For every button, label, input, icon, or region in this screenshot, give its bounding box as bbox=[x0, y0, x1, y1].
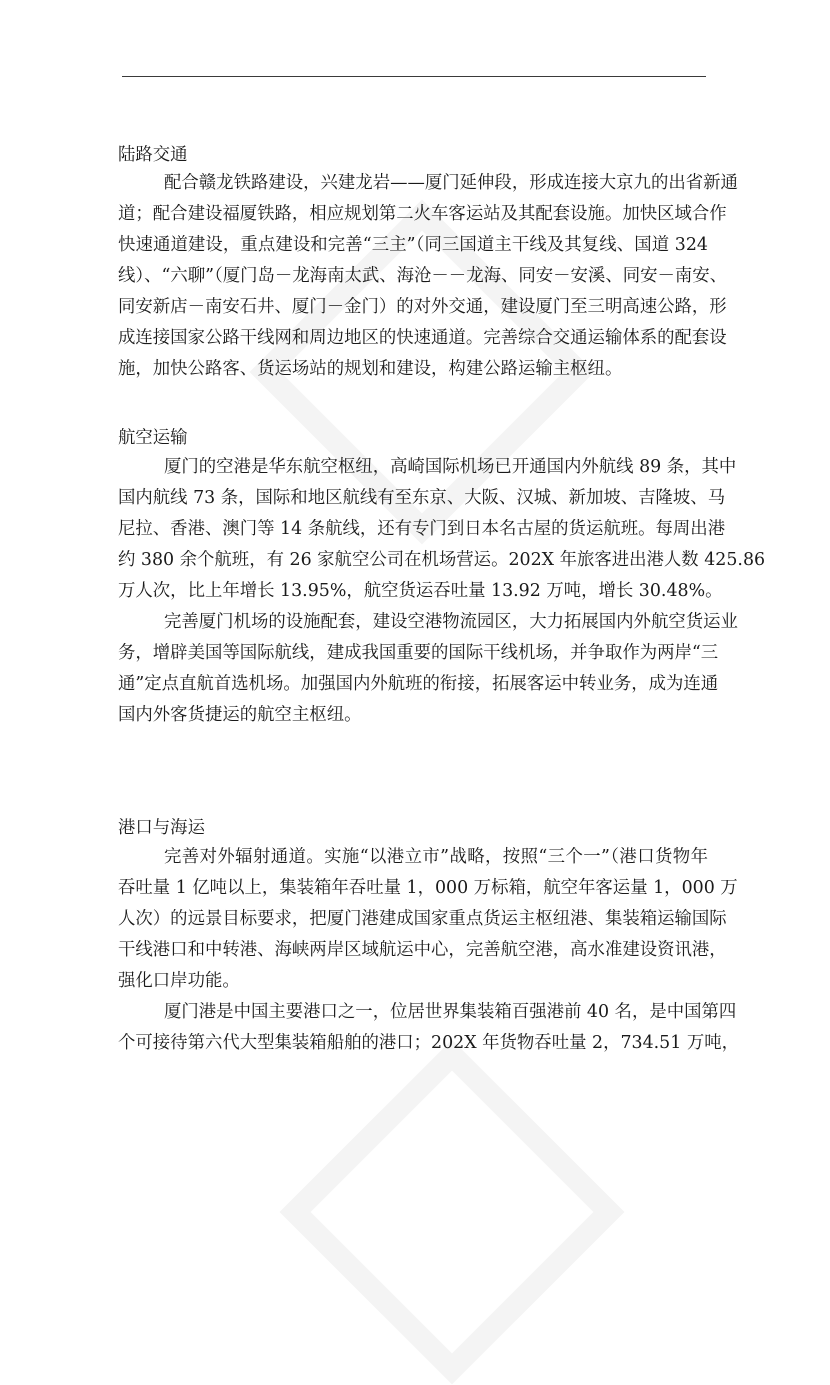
header-rule bbox=[122, 76, 706, 77]
paragraph-line: 通”定点直航首选机场。加强国内外航班的衔接，拓展客运中转业务，成为连通 bbox=[118, 674, 719, 694]
paragraph-line: 万人次，比上年增长 13.95%，航空货运吞吐量 13.92 万吨，增长 30.48%。 bbox=[118, 581, 723, 601]
paragraph-line: 干线港口和中转港、海峡两岸区域航运中心，完善航空港，高水准建设资讯港， bbox=[118, 940, 727, 960]
paragraph-line: 吞吐量 1 亿吨以上，集装箱年吞吐量 1，000 万标箱，航空年客运量 1，000 万 bbox=[118, 878, 738, 898]
paragraph-line: 道；配合建设福厦铁路，相应规划第二火车客运站及其配套设施。加快区域合作 bbox=[118, 204, 727, 224]
paragraph-line: 完善厦门机场的设施配套，建设空港物流园区，大力拓展国内外航空货运业 bbox=[164, 612, 738, 632]
paragraph-line: 完善对外辐射通道。实施“以港立市”战略，按照“三个一”（港口货物年 bbox=[164, 847, 708, 867]
paragraph-line: 强化口岸功能。 bbox=[118, 971, 240, 991]
paragraph-line: 国内航线 73 条，国际和地区航线有至东京、大阪、汉城、新加坡、吉隆坡、马 bbox=[118, 488, 726, 508]
paragraph-line: 配合赣龙铁路建设，兴建龙岩——厦门延伸段，形成连接大京九的出省新通 bbox=[164, 173, 738, 193]
paragraph-line: 厦门港是中国主要港口之一，位居世界集装箱百强港前 40 名，是中国第四 bbox=[164, 1002, 737, 1022]
paragraph-line: 尼拉、香港、澳门等 14 条航线，还有专门到日本名古屋的货运航班。每周出港 bbox=[118, 519, 726, 539]
paragraph-line: 约 380 余个航班，有 26 家航空公司在机场营运。202X 年旅客进出港人数 425.86 bbox=[118, 550, 766, 570]
paragraph-line: 成连接国家公路干线网和周边地区的快速通道。完善综合交通运输体系的配套设 bbox=[118, 328, 727, 348]
paragraph-line: 快速通道建设，重点建设和完善“三主”（同三国道主干线及其复线、国道 324 bbox=[118, 235, 708, 255]
section-heading: 陆路交通 bbox=[118, 145, 188, 165]
paragraph-line: 个可接待第六代大型集装箱船舶的港口；202X 年货物吞吐量 2，734.51 万吨， bbox=[118, 1033, 740, 1053]
paragraph-line: 线）、“六聊”（厦门岛－龙海南太武、海沧－－龙海、同安－安溪、同安－南安、 bbox=[118, 266, 728, 286]
paragraph-line: 人次）的远景目标要求，把厦门港建成国家重点货运主枢纽港、集装箱运输国际 bbox=[118, 909, 727, 929]
paragraph-line: 厦门的空港是华东航空枢纽，高崎国际机场已开通国内外航线 89 条，其中 bbox=[164, 457, 737, 477]
section-heading: 航空运输 bbox=[118, 428, 188, 448]
paragraph-line: 同安新店－南安石井、厦门－金门）的对外交通，建设厦门至三明高速公路，形 bbox=[118, 297, 727, 317]
paragraph-line: 务，增辟美国等国际航线，建成我国重要的国际干线机场，并争取作为两岸“三 bbox=[118, 643, 719, 663]
watermark-shape bbox=[279, 1039, 624, 1384]
section-heading: 港口与海运 bbox=[118, 818, 205, 838]
paragraph-line: 国内外客货捷运的航空主枢纽。 bbox=[118, 705, 362, 725]
paragraph-line: 施，加快公路客、货运场站的规划和建设，构建公路运输主枢纽。 bbox=[118, 359, 623, 379]
